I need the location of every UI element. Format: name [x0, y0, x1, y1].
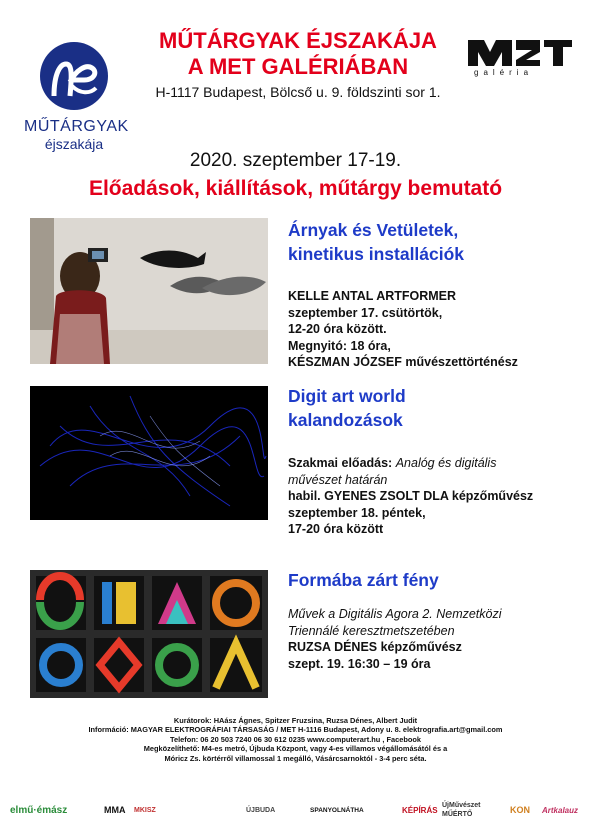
met-logo-subtitle: galéria	[474, 68, 534, 77]
sponsor-mkisz: MKISZ	[134, 806, 156, 814]
event-2-lecture-title-2: művészet határán	[288, 472, 388, 487]
event-2-label: Szakmai előadás:	[288, 456, 393, 470]
event-2-title-line1: Digit art world	[288, 386, 406, 406]
logo-swirl-icon	[24, 34, 124, 118]
sponsor-kepiras: KÉPÍRÁS	[402, 805, 438, 815]
sponsor-mma: MMA	[104, 805, 126, 815]
met-galeria-logo	[466, 34, 576, 78]
mutargyak-ejszakaja-logo	[24, 34, 129, 164]
event-2-details	[288, 455, 578, 538]
event-1-date: szeptember 17. csütörtök,	[288, 305, 443, 320]
event-1-title-line1: Árnyak és Vetületek,	[288, 220, 459, 240]
event-3-photo	[30, 570, 268, 698]
event-3-desc-1: Művek a Digitális Agora 2. Nemzetközi	[288, 607, 502, 621]
venue-address: H-1117 Budapest, Bölcső u. 9. földszinti sor 1.	[155, 84, 441, 100]
event-header	[120, 28, 476, 100]
event-2-date: szeptember 18. péntek,	[288, 505, 426, 520]
digit-art-image	[30, 386, 268, 520]
event-3-details	[288, 606, 578, 672]
credits-access-2: Móricz Zs. körtérről villamossal 1 megálló, Vásárcsarnoktól - 3-4 perc séta.	[164, 753, 427, 763]
event-1-time: 12-20 óra között.	[288, 322, 387, 336]
event-3-desc-2: Triennálé keresztmetszetében	[288, 623, 455, 638]
event-3-date: szept. 19. 16:30 – 19 óra	[288, 656, 431, 671]
event-1-opener: KÉSZMAN JÓZSEF művészettörténész	[288, 355, 518, 369]
sponsor-ujmuveszet: ÚjMűvészet MŰÉRTŐ	[442, 802, 481, 818]
event-2-lecture-title-1: Analóg és digitális	[395, 456, 497, 470]
logo-text-line1: MŰTÁRGYAK	[24, 118, 129, 135]
event-3-artist: RUZSA DÉNES képzőművész	[288, 640, 462, 654]
shadow-installation-image	[30, 218, 268, 364]
event-3-title	[288, 568, 578, 592]
met-logo-icon	[466, 34, 576, 68]
event-1-details	[288, 288, 578, 371]
sponsor-spanyolnatha: SPANYOLNÁTHA	[310, 806, 364, 814]
event-2-title-line2: kalandozások	[288, 410, 403, 430]
credits-block	[20, 716, 571, 763]
event-2-photo	[30, 386, 268, 520]
page-title-line1: MŰTÁRGYAK ÉJSZAKÁJA	[159, 28, 437, 53]
event-1-title	[288, 218, 578, 266]
credits-access-1: Megközelíthető: M4-es metró, Újbuda Központ, vagy 4-es villamos végállomásától és a	[143, 744, 448, 754]
event-1-title-line2: kinetikus installációk	[288, 244, 465, 264]
sponsor-kon: KON	[510, 805, 530, 815]
event-subtitle: Előadások, kiállítások, műtárgy bemutató	[88, 177, 503, 200]
sponsor-logos	[10, 796, 581, 826]
event-date: 2020. szeptember 17-19.	[189, 150, 402, 171]
event-1-opening: Megnyitó: 18 óra,	[288, 338, 391, 353]
credits-curators: Kurátorok: HAász Ágnes, Spitzer Fruzsina, Ruzsa Dénes, Albert Judit	[173, 716, 418, 725]
event-2-time: 17-20 óra között	[288, 522, 384, 536]
page-title-line2: A MET GALÉRIÁBAN	[187, 54, 409, 79]
credits-phone: Telefon: 06 20 503 7240 06 30 612 0235 www.computerart.hu , Facebook	[170, 734, 421, 744]
event-3-title-line1: Formába zárt fény	[288, 570, 439, 590]
logo-text-line2: éjszakája	[44, 136, 104, 152]
sponsor-ujbuda: ÚJBUDA	[246, 806, 276, 814]
light-art-image	[30, 570, 268, 698]
event-1-artist: KELLE ANTAL ARTFORMER	[288, 289, 457, 303]
event-2-title	[288, 384, 578, 432]
event-1-photo	[30, 218, 268, 364]
event-2-speaker: habil. GYENES ZSOLT DLA képzőművész	[288, 489, 534, 503]
sponsor-elmu-emasz: elmű·émász	[10, 804, 68, 816]
sponsor-artkalauz: Artkalauz	[542, 805, 579, 815]
credits-info: Információ: MAGYAR ELEKTROGRÁFIAI TÁRSASÁG / MET H-1116 Budapest, Adony u. 8. elektrografia.art@gmail.com	[88, 725, 503, 735]
